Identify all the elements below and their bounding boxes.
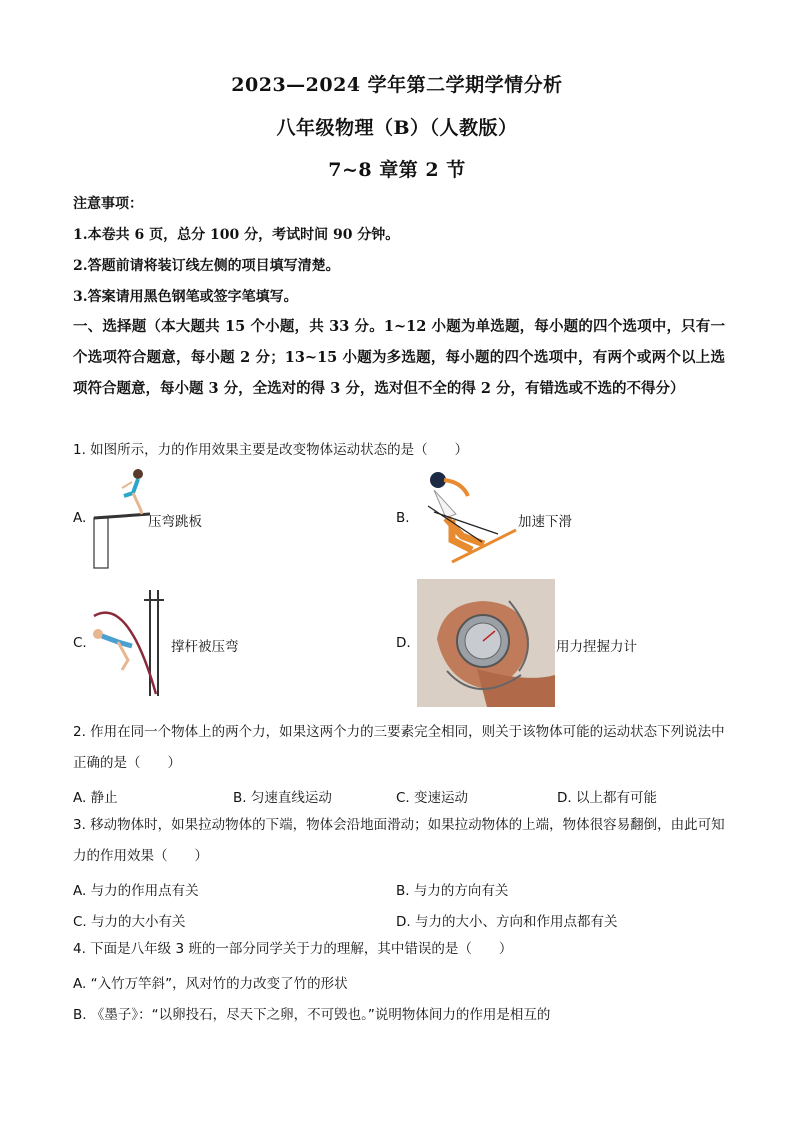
exam-title: 2023—2024 学年第二学期学情分析 xyxy=(231,74,563,96)
pole-vault-figure xyxy=(88,586,172,698)
note-item: 3.答案请用黑色钢笔或签字笔填写。 xyxy=(73,289,298,305)
question-2-stem: 2. 作用在同一个物体上的两个力，如果这两个力的三要素完全相同，则关于该物体可能的运动状态下列说法中正确的是（ ） xyxy=(73,724,725,771)
q1-option-a-caption: 压弯跳板 xyxy=(148,514,202,530)
q1-option-c-letter: C. xyxy=(73,635,87,651)
q1-option-a-letter: A. xyxy=(73,510,87,526)
q1-option-b-caption: 加速下滑 xyxy=(518,514,572,530)
q1-option-d-letter: D. xyxy=(396,635,411,651)
q2-option-a: A. 静止 xyxy=(73,790,118,806)
grip-dynamometer-photo xyxy=(417,579,555,707)
q2-option-b: B. 匀速直线运动 xyxy=(233,790,332,806)
q3-option-c: C. 与力的大小有关 xyxy=(73,914,186,930)
q3-option-a: A. 与力的作用点有关 xyxy=(73,883,199,899)
q2-option-d: D. 以上都有可能 xyxy=(557,790,657,806)
question-1-stem: 1. 如图所示，力的作用效果主要是改变物体运动状态的是（ ） xyxy=(73,442,469,458)
q1-option-d-caption: 用力捏握力计 xyxy=(556,639,637,655)
exam-subtitle: 八年级物理（B）（人教版） xyxy=(276,117,518,139)
q1-option-c-caption: 撑杆被压弯 xyxy=(171,639,239,655)
exam-chapter: 7~8 章第 2 节 xyxy=(328,159,466,181)
skier-figure xyxy=(412,466,522,570)
note-item: 2.答题前请将装订线左侧的项目填写清楚。 xyxy=(73,258,340,274)
q1-option-b-letter: B. xyxy=(396,510,410,526)
q3-option-d: D. 与力的大小、方向和作用点都有关 xyxy=(396,914,618,930)
q4-option-b: B. 《墨子》：“以卵投石，尽天下之卵，不可毁也。”说明物体间力的作用是相互的 xyxy=(73,1007,551,1023)
note-item: 1.本卷共 6 页，总分 100 分，考试时间 90 分钟。 xyxy=(73,227,400,243)
notes-heading: 注意事项： xyxy=(73,196,143,212)
q3-option-b: B. 与力的方向有关 xyxy=(396,883,509,899)
q4-option-a: A. “入竹万竿斜”，风对竹的力改变了竹的形状 xyxy=(73,976,348,992)
question-3-stem: 3. 移动物体时，如果拉动物体的下端，物体会沿地面滑动；如果拉动物体的上端，物体很容易翻倒，由此可知力的作用效果（ ） xyxy=(73,817,725,864)
section-instructions: 一、选择题（本大题共 15 个小题，共 33 分。1~12 小题为单选题，每小题的四个选项中，只有一个选项符合题意，每小题 2 分；13~15 小题为多选题，每小题的四个选项中，有两个或两个以上选项符合题意，每小题 3 分，全选对的得 3 分，选对但不全的得 2 分，有错选或不选的不得分） xyxy=(73,318,725,397)
question-4-stem: 4. 下面是八年级 3 班的一部分同学关于力的理解，其中错误的是（ ） xyxy=(73,941,513,957)
q2-option-c: C. 变速运动 xyxy=(396,790,469,806)
